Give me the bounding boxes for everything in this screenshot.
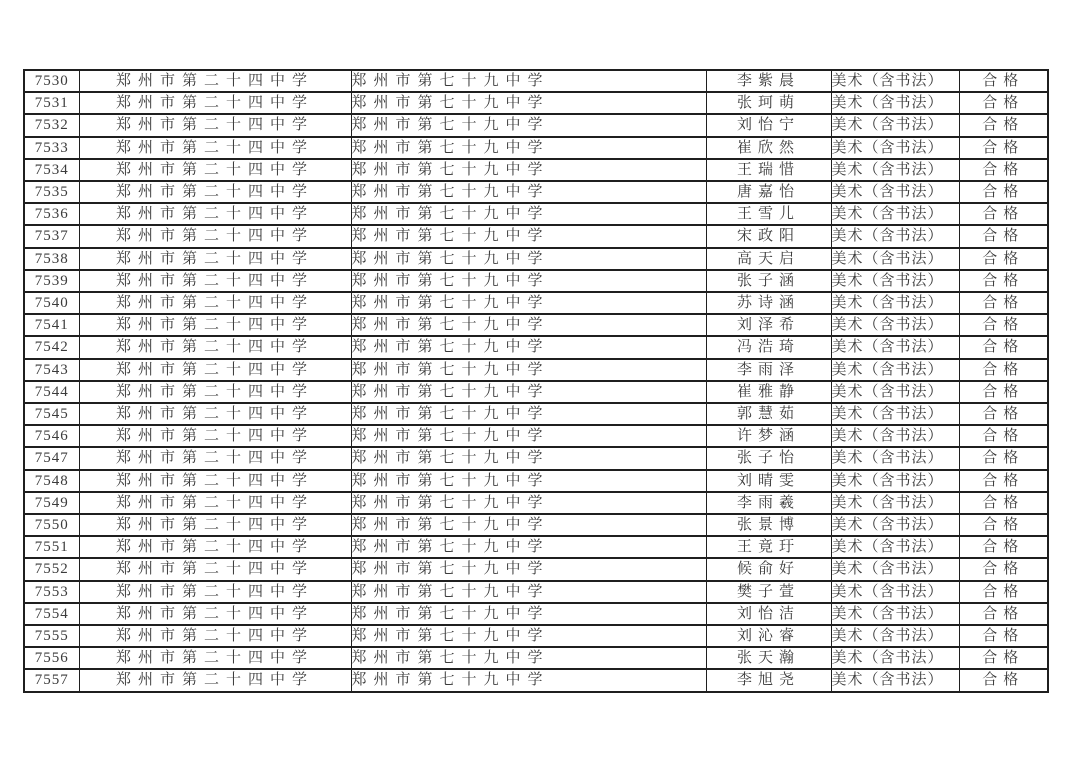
cell-subject: 美术（含书法） (831, 470, 959, 492)
cell-subject: 美术（含书法） (831, 447, 959, 469)
cell-result: 合格 (959, 270, 1048, 292)
cell-name: 张珂萌 (706, 92, 831, 114)
cell-name: 李雨羲 (706, 492, 831, 514)
cell-exam_school: 郑州市第七十九中学 (351, 292, 706, 314)
cell-school: 郑州市第二十四中学 (79, 114, 351, 136)
cell-id: 7550 (24, 514, 79, 536)
cell-result: 合格 (959, 359, 1048, 381)
cell-id: 7540 (24, 292, 79, 314)
cell-exam_school: 郑州市第七十九中学 (351, 381, 706, 403)
cell-subject: 美术（含书法） (831, 248, 959, 270)
cell-school: 郑州市第二十四中学 (79, 470, 351, 492)
cell-exam_school: 郑州市第七十九中学 (351, 159, 706, 181)
cell-exam_school: 郑州市第七十九中学 (351, 625, 706, 647)
table-row (24, 425, 1048, 447)
cell-result: 合格 (959, 669, 1048, 691)
cell-school: 郑州市第二十四中学 (79, 359, 351, 381)
cell-result: 合格 (959, 581, 1048, 603)
cell-school: 郑州市第二十四中学 (79, 625, 351, 647)
cell-name: 郭慧茹 (706, 403, 831, 425)
cell-subject: 美术（含书法） (831, 581, 959, 603)
table-row (24, 558, 1048, 580)
cell-school: 郑州市第二十四中学 (79, 514, 351, 536)
cell-subject: 美术（含书法） (831, 225, 959, 247)
cell-school: 郑州市第二十四中学 (79, 558, 351, 580)
cell-school: 郑州市第二十四中学 (79, 225, 351, 247)
cell-exam_school: 郑州市第七十九中学 (351, 225, 706, 247)
cell-name: 崔欣然 (706, 137, 831, 159)
cell-subject: 美术（含书法） (831, 203, 959, 225)
table-row (24, 159, 1048, 181)
table-row (24, 292, 1048, 314)
cell-id: 7555 (24, 625, 79, 647)
cell-name: 李旭尧 (706, 669, 831, 691)
cell-id: 7543 (24, 359, 79, 381)
cell-id: 7549 (24, 492, 79, 514)
cell-result: 合格 (959, 137, 1048, 159)
cell-exam_school: 郑州市第七十九中学 (351, 492, 706, 514)
cell-school: 郑州市第二十四中学 (79, 492, 351, 514)
cell-id: 7547 (24, 447, 79, 469)
cell-name: 高天启 (706, 248, 831, 270)
cell-id: 7545 (24, 403, 79, 425)
cell-school: 郑州市第二十四中学 (79, 248, 351, 270)
cell-result: 合格 (959, 70, 1048, 92)
cell-result: 合格 (959, 92, 1048, 114)
table-row (24, 470, 1048, 492)
cell-exam_school: 郑州市第七十九中学 (351, 359, 706, 381)
table-row (24, 603, 1048, 625)
cell-result: 合格 (959, 603, 1048, 625)
cell-subject: 美术（含书法） (831, 181, 959, 203)
cell-id: 7548 (24, 470, 79, 492)
table-row (24, 381, 1048, 403)
cell-result: 合格 (959, 625, 1048, 647)
cell-exam_school: 郑州市第七十九中学 (351, 470, 706, 492)
cell-name: 樊子萱 (706, 581, 831, 603)
cell-name: 刘沁睿 (706, 625, 831, 647)
table-row (24, 336, 1048, 358)
cell-school: 郑州市第二十四中学 (79, 647, 351, 669)
table-row (24, 314, 1048, 336)
cell-id: 7535 (24, 181, 79, 203)
cell-id: 7537 (24, 225, 79, 247)
cell-school: 郑州市第二十四中学 (79, 203, 351, 225)
cell-exam_school: 郑州市第七十九中学 (351, 536, 706, 558)
table-row (24, 647, 1048, 669)
cell-id: 7536 (24, 203, 79, 225)
cell-result: 合格 (959, 114, 1048, 136)
cell-id: 7544 (24, 381, 79, 403)
cell-subject: 美术（含书法） (831, 159, 959, 181)
cell-school: 郑州市第二十四中学 (79, 581, 351, 603)
cell-school: 郑州市第二十四中学 (79, 270, 351, 292)
cell-name: 王瑞惜 (706, 159, 831, 181)
table-row (24, 270, 1048, 292)
table-row (24, 536, 1048, 558)
cell-school: 郑州市第二十四中学 (79, 159, 351, 181)
cell-id: 7552 (24, 558, 79, 580)
cell-subject: 美术（含书法） (831, 359, 959, 381)
cell-result: 合格 (959, 447, 1048, 469)
cell-name: 刘怡洁 (706, 603, 831, 625)
cell-result: 合格 (959, 514, 1048, 536)
cell-exam_school: 郑州市第七十九中学 (351, 403, 706, 425)
table-row (24, 669, 1048, 691)
cell-name: 唐嘉怡 (706, 181, 831, 203)
cell-id: 7530 (24, 70, 79, 92)
cell-name: 张景博 (706, 514, 831, 536)
cell-result: 合格 (959, 492, 1048, 514)
cell-id: 7546 (24, 425, 79, 447)
table-row (24, 92, 1048, 114)
cell-id: 7531 (24, 92, 79, 114)
cell-name: 崔雅静 (706, 381, 831, 403)
table-row (24, 225, 1048, 247)
table-row (24, 581, 1048, 603)
table-row (24, 403, 1048, 425)
cell-id: 7554 (24, 603, 79, 625)
cell-id: 7551 (24, 536, 79, 558)
table-row (24, 181, 1048, 203)
cell-id: 7556 (24, 647, 79, 669)
cell-exam_school: 郑州市第七十九中学 (351, 669, 706, 691)
cell-id: 7534 (24, 159, 79, 181)
cell-result: 合格 (959, 558, 1048, 580)
cell-result: 合格 (959, 203, 1048, 225)
cell-exam_school: 郑州市第七十九中学 (351, 70, 706, 92)
cell-exam_school: 郑州市第七十九中学 (351, 92, 706, 114)
cell-id: 7553 (24, 581, 79, 603)
cell-subject: 美术（含书法） (831, 381, 959, 403)
cell-name: 王竟玗 (706, 536, 831, 558)
cell-name: 李雨泽 (706, 359, 831, 381)
cell-name: 李紫晨 (706, 70, 831, 92)
cell-result: 合格 (959, 470, 1048, 492)
table-row (24, 514, 1048, 536)
cell-subject: 美术（含书法） (831, 114, 959, 136)
cell-school: 郑州市第二十四中学 (79, 669, 351, 691)
table-row (24, 492, 1048, 514)
table-row (24, 203, 1048, 225)
cell-exam_school: 郑州市第七十九中学 (351, 447, 706, 469)
cell-subject: 美术（含书法） (831, 514, 959, 536)
cell-exam_school: 郑州市第七十九中学 (351, 581, 706, 603)
cell-school: 郑州市第二十四中学 (79, 92, 351, 114)
cell-school: 郑州市第二十四中学 (79, 292, 351, 314)
cell-school: 郑州市第二十四中学 (79, 70, 351, 92)
cell-name: 候俞好 (706, 558, 831, 580)
cell-result: 合格 (959, 647, 1048, 669)
cell-name: 宋政阳 (706, 225, 831, 247)
cell-id: 7533 (24, 137, 79, 159)
cell-result: 合格 (959, 536, 1048, 558)
table-row (24, 447, 1048, 469)
cell-exam_school: 郑州市第七十九中学 (351, 248, 706, 270)
cell-name: 冯浩琦 (706, 336, 831, 358)
cell-id: 7538 (24, 248, 79, 270)
cell-subject: 美术（含书法） (831, 558, 959, 580)
cell-result: 合格 (959, 336, 1048, 358)
cell-school: 郑州市第二十四中学 (79, 336, 351, 358)
cell-name: 刘晴雯 (706, 470, 831, 492)
cell-result: 合格 (959, 248, 1048, 270)
cell-school: 郑州市第二十四中学 (79, 536, 351, 558)
cell-school: 郑州市第二十四中学 (79, 603, 351, 625)
cell-subject: 美术（含书法） (831, 425, 959, 447)
cell-exam_school: 郑州市第七十九中学 (351, 137, 706, 159)
cell-name: 张天瀚 (706, 647, 831, 669)
cell-exam_school: 郑州市第七十九中学 (351, 603, 706, 625)
cell-subject: 美术（含书法） (831, 314, 959, 336)
cell-exam_school: 郑州市第七十九中学 (351, 114, 706, 136)
cell-subject: 美术（含书法） (831, 270, 959, 292)
table-row (24, 137, 1048, 159)
cell-exam_school: 郑州市第七十九中学 (351, 270, 706, 292)
cell-name: 刘泽希 (706, 314, 831, 336)
table-row (24, 114, 1048, 136)
cell-id: 7539 (24, 270, 79, 292)
cell-subject: 美术（含书法） (831, 292, 959, 314)
cell-exam_school: 郑州市第七十九中学 (351, 336, 706, 358)
cell-name: 张子怡 (706, 447, 831, 469)
table-row (24, 70, 1048, 92)
cell-exam_school: 郑州市第七十九中学 (351, 647, 706, 669)
cell-school: 郑州市第二十四中学 (79, 447, 351, 469)
cell-school: 郑州市第二十四中学 (79, 314, 351, 336)
cell-result: 合格 (959, 314, 1048, 336)
cell-school: 郑州市第二十四中学 (79, 181, 351, 203)
cell-name: 许梦涵 (706, 425, 831, 447)
cell-name: 刘怡宁 (706, 114, 831, 136)
cell-subject: 美术（含书法） (831, 492, 959, 514)
cell-id: 7542 (24, 336, 79, 358)
cell-id: 7541 (24, 314, 79, 336)
cell-result: 合格 (959, 159, 1048, 181)
cell-id: 7557 (24, 669, 79, 691)
cell-name: 苏诗涵 (706, 292, 831, 314)
cell-subject: 美术（含书法） (831, 647, 959, 669)
cell-exam_school: 郑州市第七十九中学 (351, 425, 706, 447)
cell-result: 合格 (959, 292, 1048, 314)
cell-name: 张子涵 (706, 270, 831, 292)
cell-school: 郑州市第二十四中学 (79, 403, 351, 425)
cell-subject: 美术（含书法） (831, 625, 959, 647)
cell-name: 王雪儿 (706, 203, 831, 225)
results-table (23, 69, 1049, 693)
table-row (24, 625, 1048, 647)
cell-result: 合格 (959, 403, 1048, 425)
cell-result: 合格 (959, 181, 1048, 203)
cell-exam_school: 郑州市第七十九中学 (351, 558, 706, 580)
cell-subject: 美术（含书法） (831, 403, 959, 425)
cell-subject: 美术（含书法） (831, 137, 959, 159)
cell-result: 合格 (959, 381, 1048, 403)
cell-id: 7532 (24, 114, 79, 136)
cell-subject: 美术（含书法） (831, 536, 959, 558)
table-row (24, 248, 1048, 270)
cell-exam_school: 郑州市第七十九中学 (351, 203, 706, 225)
cell-subject: 美术（含书法） (831, 336, 959, 358)
cell-subject: 美术（含书法） (831, 92, 959, 114)
cell-school: 郑州市第二十四中学 (79, 425, 351, 447)
results-table-body (24, 70, 1048, 692)
cell-result: 合格 (959, 225, 1048, 247)
cell-subject: 美术（含书法） (831, 669, 959, 691)
table-row (24, 359, 1048, 381)
cell-exam_school: 郑州市第七十九中学 (351, 514, 706, 536)
cell-subject: 美术（含书法） (831, 603, 959, 625)
cell-result: 合格 (959, 425, 1048, 447)
cell-subject: 美术（含书法） (831, 70, 959, 92)
cell-school: 郑州市第二十四中学 (79, 137, 351, 159)
cell-school: 郑州市第二十四中学 (79, 381, 351, 403)
cell-exam_school: 郑州市第七十九中学 (351, 181, 706, 203)
cell-exam_school: 郑州市第七十九中学 (351, 314, 706, 336)
